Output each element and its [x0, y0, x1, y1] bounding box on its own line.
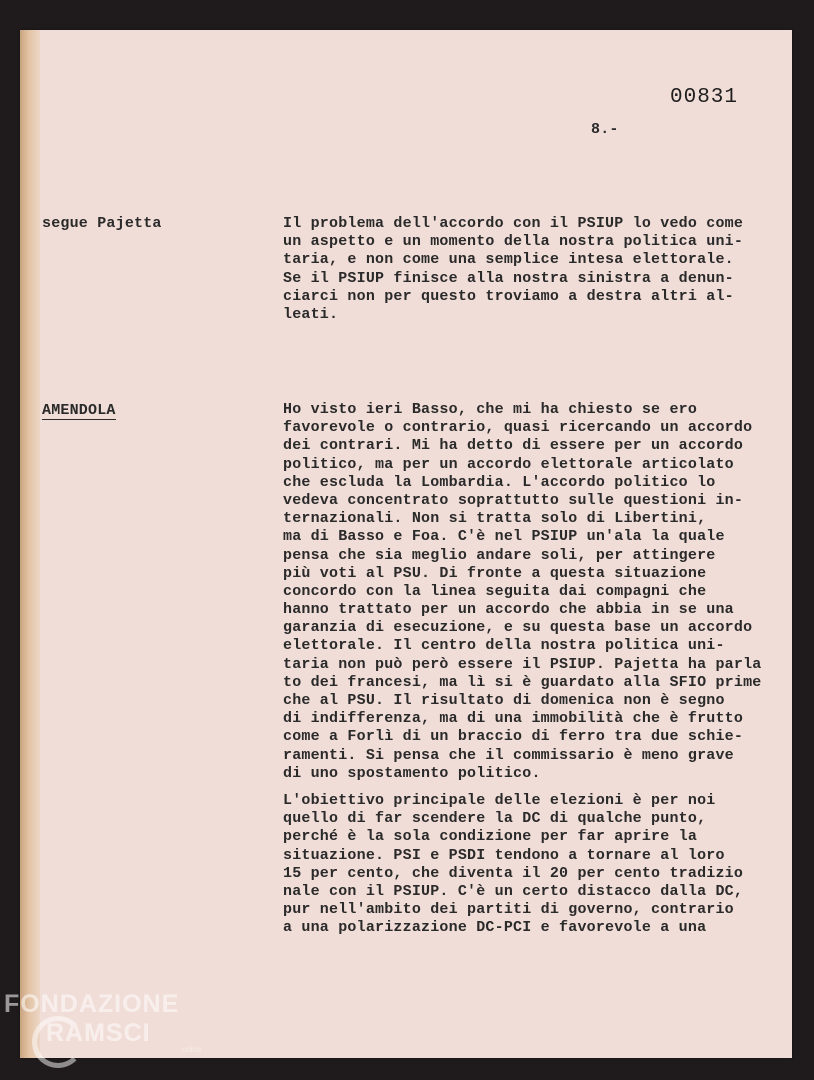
text-line: to dei francesi, ma lì si è guardato alla SFIO prime [283, 673, 762, 691]
text-line: favorevole o contrario, quasi ricercando un accordo [283, 419, 753, 437]
text-line: che al PSU. Il risultato di domenica non è segno [283, 692, 725, 709]
text-line: di indifferenza, ma di una immobilità che è frutto [283, 710, 744, 728]
text-line: politico, ma per un accordo elettorale articolato [283, 455, 734, 473]
text-line: elettorale. Il centro della nostra politica uni- [283, 637, 725, 655]
text-line: dei contrari. Mi ha detto di essere per un accordo [283, 437, 744, 455]
text-line: vedeva concentrato soprattutto sulle questioni in- [283, 491, 744, 509]
text-line: L'obiettivo principale delle elezioni è per noi [283, 792, 716, 809]
text-line: ramenti. Si pensa che il commissario è meno grave [283, 746, 734, 764]
text-line: che escluda la Lombardia. L'accordo politico lo [283, 473, 716, 491]
fondazione-gramsci-watermark [4, 990, 202, 1054]
watermark-small: onlus [182, 1045, 202, 1054]
text-line: perché è la sola condizione per far aprire la [283, 828, 698, 846]
text-line: nale con il PSIUP. C'è un certo distacco dalla DC, [283, 882, 744, 900]
text-line: situazione. PSI e PSDI tendono a tornare al loro [283, 846, 725, 864]
text-line: un aspetto e un momento della nostra politica uni- [283, 233, 744, 251]
page-number: 8.- [591, 121, 619, 138]
text-line: leati. [283, 305, 339, 323]
text-line: di uno spostamento politico. [283, 764, 541, 782]
text-line: garanzia di esecuzione, e su questa base un accordo [283, 619, 753, 637]
text-line: pur nell'ambito dei partiti di governo, contrario [283, 901, 734, 919]
text-line: taria, e non come una semplice intesa elettorale. [283, 251, 734, 269]
watermark-g-icon [32, 1016, 84, 1068]
text-line: pensa che sia meglio andare soli, per attingere [283, 546, 716, 564]
text-line: concordo con la linea seguita dai compagni che [283, 582, 707, 600]
watermark-line2: RAMSCI [46, 1019, 151, 1047]
text-line: Ho visto ieri Basso, che mi ha chiesto se ero [283, 401, 698, 418]
speaker-label: segue Pajetta [42, 215, 162, 232]
text-line: come a Forlì di un braccio di ferro tra due schie- [283, 728, 744, 746]
text-line: più voti al PSU. Di fronte a questa situazione [283, 564, 707, 582]
text-line: taria non può però essere il PSIUP. Pajetta ha parla [283, 655, 762, 673]
text-line: ciarci non per questo troviamo a destra altri al- [283, 287, 734, 305]
text-line: 15 per cento, che diventa il 20 per cento tradizio [283, 864, 744, 882]
speech-block [283, 215, 743, 324]
text-line: ternazionali. Non si tratta solo di Libertini, [283, 510, 707, 528]
text-line: Se il PSIUP finisce alla nostra sinistra a denun- [283, 269, 734, 287]
speaker-label: AMENDOLA [42, 402, 116, 419]
text-line: hanno trattato per un accordo che abbia in se una [283, 601, 734, 619]
text-line: Il problema dell'accordo con il PSIUP lo vedo come [283, 215, 744, 232]
text-line: ma di Basso e Foa. C'è nel PSIUP un'ala la quale [283, 528, 725, 546]
binding-edge [20, 30, 40, 1058]
text-line: a una polarizzazione DC-PCI e favorevole a una [283, 919, 707, 937]
watermark-line1: FONDAZIONE [4, 990, 180, 1018]
speech-block [283, 401, 761, 783]
text-line: quello di far scendere la DC di qualche punto, [283, 810, 707, 828]
document-number: 00831 [670, 86, 739, 109]
speech-continuation [283, 792, 743, 938]
